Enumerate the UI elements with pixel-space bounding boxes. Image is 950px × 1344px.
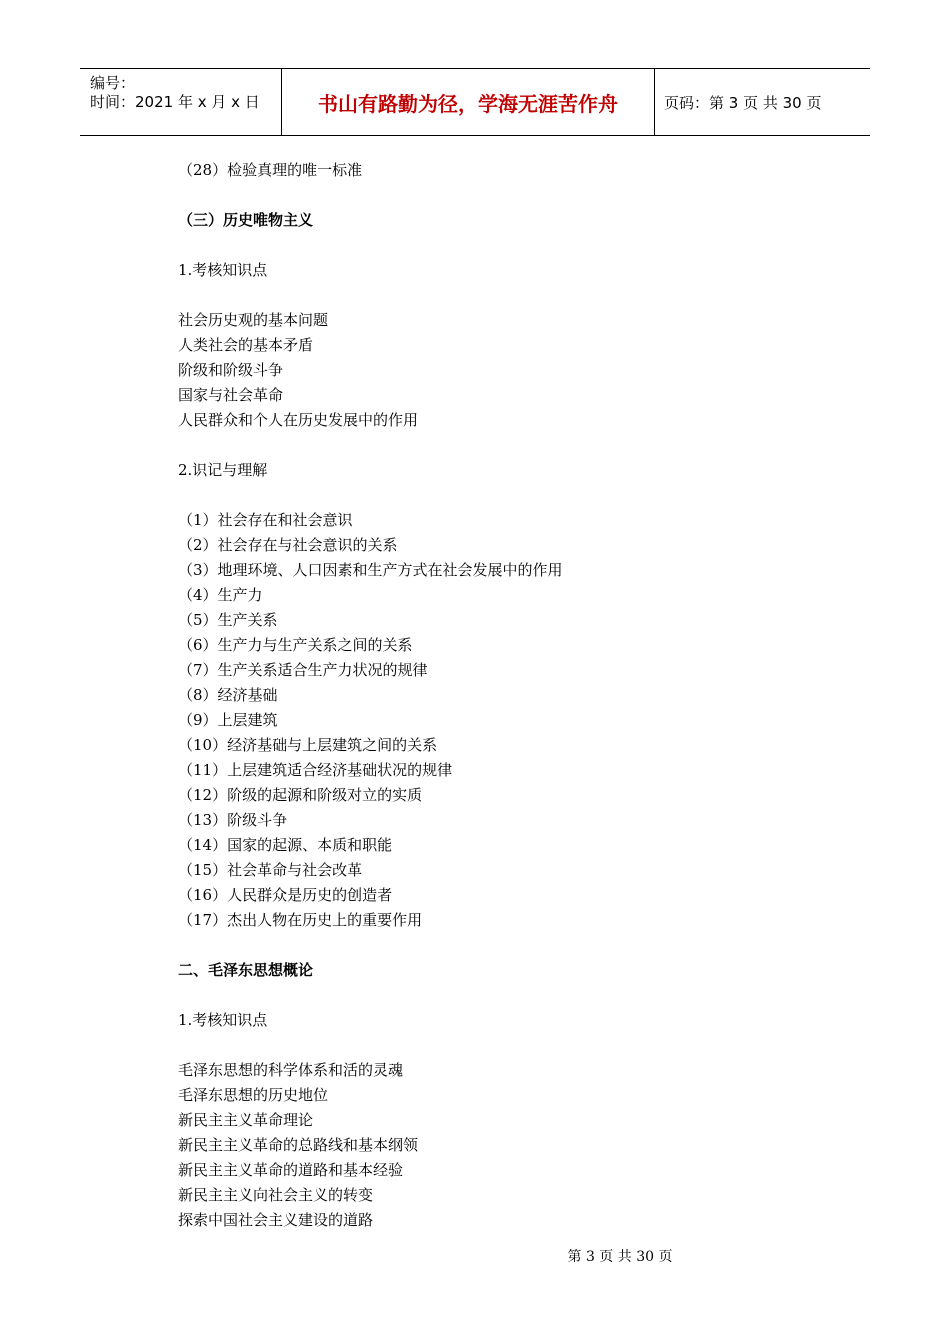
- list-item: （17）杰出人物在历史上的重要作用: [178, 911, 423, 929]
- part-heading: 二、毛泽东思想概论: [178, 961, 314, 979]
- list-item: （4）生产力: [178, 586, 263, 604]
- document-body: [178, 158, 858, 1233]
- page-header: [80, 68, 870, 136]
- list-item: （5）生产关系: [178, 611, 278, 629]
- list-item: （6）生产力与生产关系之间的关系: [178, 636, 413, 654]
- list-item: （15）社会革命与社会改革: [178, 861, 363, 879]
- list-item: （16）人民群众是历史的创造者: [178, 886, 393, 904]
- list-item: （3）地理环境、人口因素和生产方式在社会发展中的作用: [178, 561, 563, 579]
- list-item: （2）社会存在与社会意识的关系: [178, 536, 398, 554]
- list-item: （10）经济基础与上层建筑之间的关系: [178, 736, 438, 754]
- list-item: （7）生产关系适合生产力状况的规律: [178, 661, 428, 679]
- list-item: 阶级和阶级斗争: [178, 361, 284, 379]
- page-footer: [0, 1246, 950, 1266]
- list-item: 新民主主义革命的道路和基本经验: [178, 1161, 404, 1179]
- list-item: 毛泽东思想的历史地位: [178, 1086, 329, 1104]
- list-item: （12）阶级的起源和阶级对立的实质: [178, 786, 423, 804]
- motto-text: 书山有路勤为径，学海无涯苦作舟: [318, 91, 618, 116]
- list-item: 新民主主义向社会主义的转变: [178, 1186, 374, 1204]
- document-date: 时间：2021 年 x 月 x 日: [90, 93, 260, 111]
- subsection-heading: 2.识记与理解: [178, 461, 268, 479]
- list-item: （14）国家的起源、本质和职能: [178, 836, 393, 854]
- section-heading: （三）历史唯物主义: [178, 211, 314, 229]
- list-item: 人民群众和个人在历史发展中的作用: [178, 411, 419, 429]
- subsection-heading: 1.考核知识点: [178, 261, 268, 279]
- list-item: （11）上层建筑适合经济基础状况的规律: [178, 761, 453, 779]
- list-item: 新民主主义革命的总路线和基本纲领: [178, 1136, 419, 1154]
- list-item: （13）阶级斗争: [178, 811, 288, 829]
- list-item: （9）上层建筑: [178, 711, 278, 729]
- list-item: 社会历史观的基本问题: [178, 311, 329, 329]
- list-item: 国家与社会革命: [178, 386, 284, 404]
- list-item: 人类社会的基本矛盾: [178, 336, 314, 354]
- header-page-info: 页码：第 3 页 共 30 页: [664, 93, 822, 112]
- list-item: 新民主主义革命理论: [178, 1111, 314, 1129]
- list-item: 探索中国社会主义建设的道路: [178, 1211, 374, 1229]
- header-meta: [80, 69, 282, 135]
- document-number: 编号：: [90, 74, 136, 92]
- list-item: 毛泽东思想的科学体系和活的灵魂: [178, 1061, 404, 1079]
- list-item: （28）检验真理的唯一标准: [178, 161, 363, 179]
- list-item: （8）经济基础: [178, 686, 278, 704]
- header-motto: [282, 69, 655, 135]
- list-item: （1）社会存在和社会意识: [178, 511, 353, 529]
- subsection-heading: 1.考核知识点: [178, 1011, 268, 1029]
- footer-page-number: 第 3 页 共 30 页: [567, 1249, 673, 1265]
